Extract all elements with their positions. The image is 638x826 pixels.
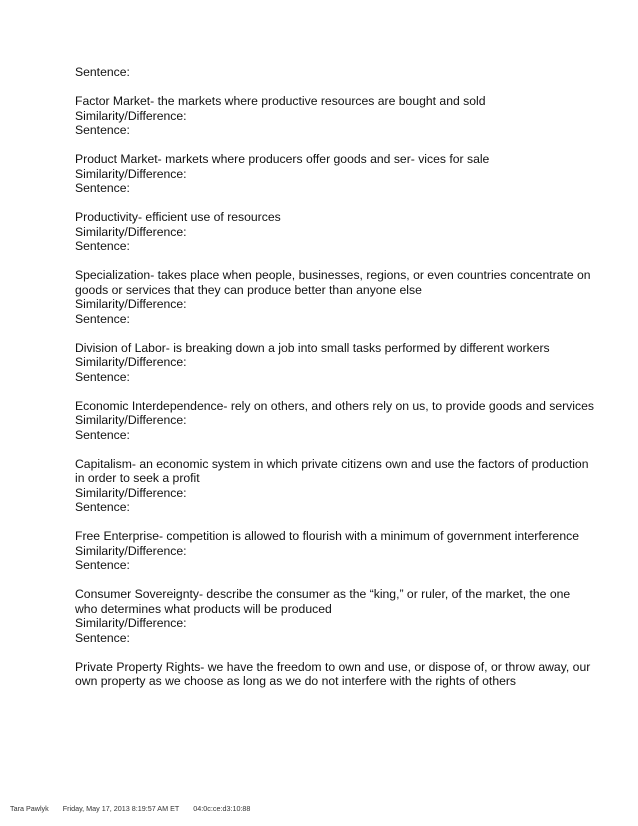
similarity-difference-label: Similarity/Difference: (75, 485, 187, 500)
page-footer (10, 804, 262, 813)
term-factor-market (75, 94, 595, 138)
footer-timestamp: Friday, May 17, 2013 8:19:57 AM ET (62, 804, 180, 813)
similarity-difference-label: Similarity/Difference: (75, 355, 187, 369)
sentence-label: Sentence: (75, 311, 130, 326)
similarity-difference-label: Similarity/Difference: (75, 616, 187, 630)
footer-author: Tara Pawlyk (10, 804, 49, 813)
term-free-enterprise (75, 529, 595, 573)
term-specialization (75, 268, 595, 326)
term-definition: Free Enterprise- competition is allowed to flourish with a minimum of government interference (75, 529, 579, 543)
sentence-label: Sentence: (75, 123, 130, 137)
term-economic-interdependence (75, 399, 595, 443)
term-definition: Capitalism- an economic system in which private citizens own and use the factors of production in order to seek a profit (75, 456, 589, 485)
term-definition: Division of Labor- is breaking down a job into small tasks performed by different workers (75, 340, 550, 355)
term-division-of-labor (75, 341, 595, 385)
term-definition: Consumer Sovereignty- describe the consumer as the “king,” or ruler, of the market, the one who determines what products will be produced (75, 587, 571, 616)
similarity-difference-label: Similarity/Difference: (75, 166, 187, 181)
similarity-difference-label: Similarity/Difference: (75, 297, 187, 311)
term-capitalism (75, 457, 595, 515)
term-definition: Private Property Rights- we have the freedom to own and use, or dispose of, or throw away, our own property as we choose as long as we do not interfere with the rights of others (75, 659, 591, 688)
term-definition: Specialization- takes place when people, businesses, regions, or even countries concentrate on goods or services that they can produce better than anyone else (75, 268, 591, 297)
term-product-market (75, 152, 595, 196)
term-consumer-sovereignty (75, 587, 595, 645)
similarity-difference-label: Similarity/Difference: (75, 413, 187, 427)
sentence-label: Sentence: (75, 239, 130, 253)
sentence-label: Sentence: (75, 558, 130, 572)
term-definition: Productivity- efficient use of resources (75, 210, 281, 224)
sentence-label: Sentence: (75, 181, 130, 195)
similarity-difference-label: Similarity/Difference: (75, 108, 187, 123)
sentence-label: Sentence: (75, 427, 130, 442)
sentence-label: Sentence: (75, 500, 130, 514)
term-definition: Factor Market- the markets where productive resources are bought and sold (75, 94, 486, 108)
term-productivity (75, 210, 595, 254)
similarity-difference-label: Similarity/Difference: (75, 543, 187, 558)
sentence-label: Sentence: (75, 630, 130, 645)
term-definition: Product Market- markets where producers offer goods and ser- vices for sale (75, 152, 490, 166)
sentence-label: Sentence: (75, 369, 130, 384)
similarity-difference-label: Similarity/Difference: (75, 224, 187, 239)
footer-id-code: 04:0c:ce:d3:10:88 (193, 804, 251, 813)
term-definition: Economic Interdependence- rely on others, and others rely on us, to provide goods and services (75, 398, 594, 413)
top-sentence-label: Sentence: (75, 65, 130, 79)
term-private-property-rights (75, 660, 595, 689)
document-body (75, 65, 595, 689)
